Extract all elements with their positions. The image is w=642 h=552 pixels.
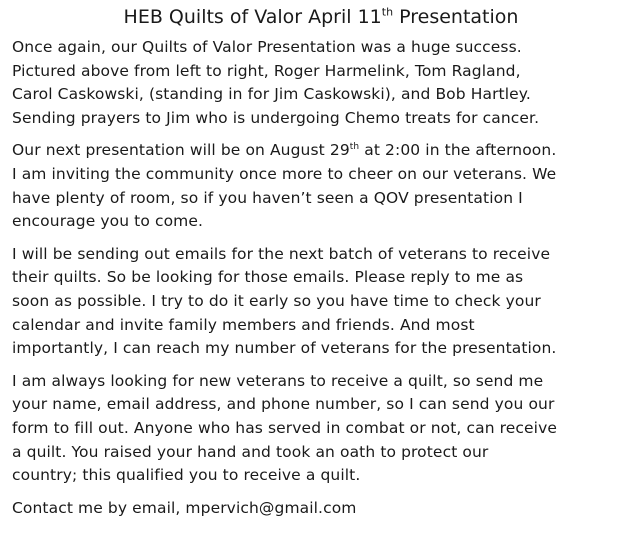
text-line: I am always looking for new veterans to receive a quilt, so send me bbox=[12, 371, 544, 390]
ordinal-suffix: th bbox=[349, 142, 360, 153]
paragraph-next-presentation bbox=[12, 139, 636, 233]
text-line: their quilts. So be looking for those emails. Please reply to me as bbox=[12, 268, 524, 287]
title-text-start: HEB Quilts of Valor April 11 bbox=[123, 6, 382, 28]
text-line: Carol Caskowski, (standing in for Jim Caskowski), and Bob Hartley. bbox=[12, 85, 531, 104]
text-line: Sending prayers to Jim who is undergoing Chemo treats for cancer. bbox=[12, 108, 540, 127]
text-line: soon as possible. I try to do it early so you have time to check your bbox=[12, 291, 541, 310]
text-line: a quilt. You raised your hand and took an oath to protect our bbox=[12, 442, 489, 461]
title-text-end: Presentation bbox=[393, 6, 519, 28]
text-segment: Our next presentation will be on August 29 bbox=[12, 141, 350, 160]
title-ordinal-suffix: th bbox=[381, 5, 394, 19]
text-line: I am inviting the community once more to cheer on our veterans. We bbox=[12, 164, 557, 183]
text-line: country; this qualified you to receive a quilt. bbox=[12, 466, 361, 485]
text-line: calendar and invite family members and friends. And most bbox=[12, 315, 475, 334]
text-line bbox=[12, 139, 636, 163]
text-line: Pictured above from left to right, Roger Harmelink, Tom Ragland, bbox=[12, 61, 521, 80]
text-line: have plenty of room, so if you haven’t seen a QOV presentation I bbox=[12, 188, 523, 207]
paragraph-emails bbox=[12, 243, 636, 361]
text-line: Once again, our Quilts of Valor Presentation was a huge success. bbox=[12, 38, 522, 56]
text-line: encourage you to come. bbox=[12, 212, 204, 231]
text-segment: at 2:00 in the afternoon. bbox=[359, 141, 557, 160]
text-line: your name, email address, and phone number, so I can send you our bbox=[12, 395, 555, 414]
contact-line: Contact me by email, mpervich@gmail.com bbox=[12, 498, 357, 517]
page-title bbox=[12, 3, 636, 31]
paragraph-presentation-recap bbox=[12, 36, 636, 130]
text-line: importantly, I can reach my number of veterans for the presentation. bbox=[12, 339, 557, 358]
text-line: form to fill out. Anyone who has served in combat or not, can receive bbox=[12, 418, 557, 437]
paragraph-new-veterans bbox=[12, 370, 636, 488]
text-line: I will be sending out emails for the next batch of veterans to receive bbox=[12, 244, 551, 263]
